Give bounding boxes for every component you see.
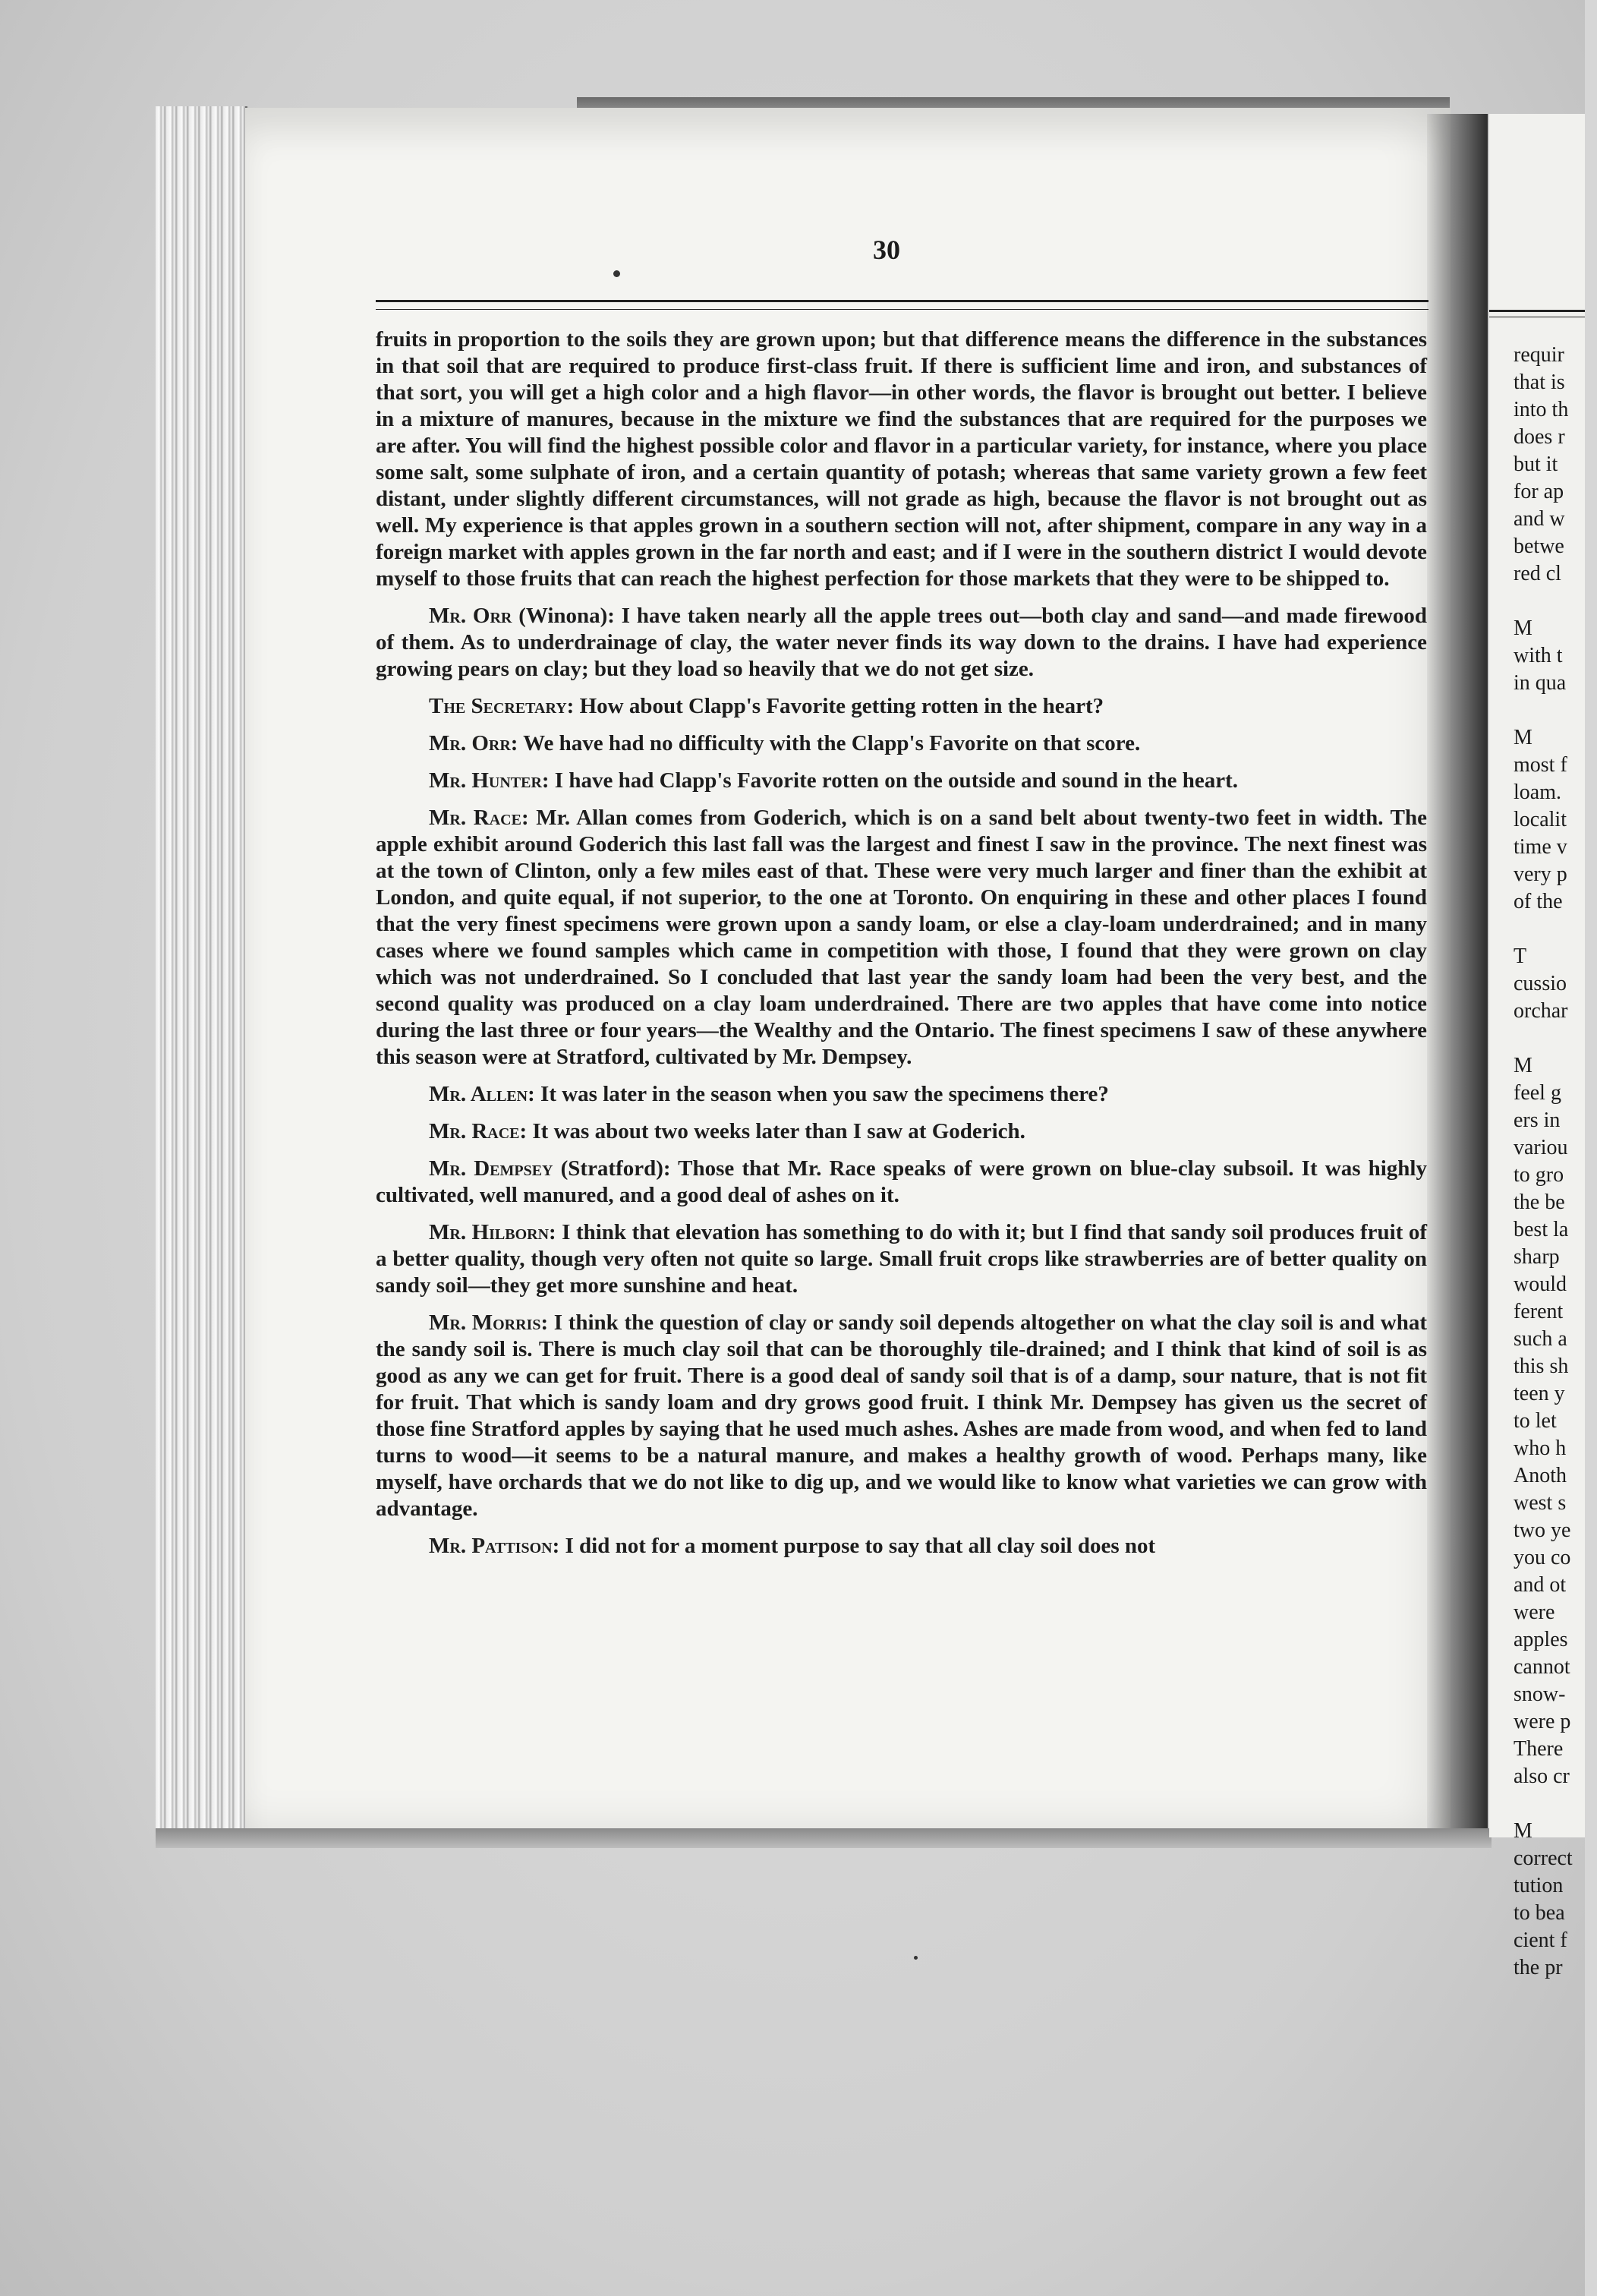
facing-page-line: snow- bbox=[1514, 1683, 1566, 1706]
facing-page-line: M bbox=[1514, 617, 1532, 640]
paragraph-text: (Winona): I have taken nearly all the apple trees out—both clay and sand—and made firewood of them. As to underdrainage of clay, the water never finds its way down to the drains. I have had experience growing pears on clay; but they load so heavily that we do not get size. bbox=[376, 604, 1427, 681]
paragraph-text: : I did not for a moment purpose to say that all clay soil does not bbox=[552, 1534, 1156, 1558]
page-edges bbox=[156, 106, 247, 1830]
facing-page-line: were p bbox=[1514, 1710, 1571, 1733]
facing-page-line: two ye bbox=[1514, 1519, 1571, 1542]
facing-page-line: does r bbox=[1514, 425, 1565, 449]
speaker-name: Mr. Allen bbox=[429, 1082, 528, 1106]
facing-page-line: the pr bbox=[1514, 1956, 1563, 1979]
facing-page-line: M bbox=[1514, 1054, 1532, 1077]
facing-page-line: cient f bbox=[1514, 1929, 1567, 1952]
paragraph-text: : I think the question of clay or sandy soil depends altogether on what the clay soil is and what the sandy soil is. There is much clay soil that can be thoroughly tile-drained; and I think that kind of soil is as good as any we can get for fruit. There is a good deal of sandy soil that is of a damp, sour nature, that is not fit for fruit. That which is sandy loam and dry grows good fruit. I think Mr. Dempsey has given us the secret of those fine Stratford apples by saying that he used much ashes. Ashes are made from wood, and when fed to land turns to wood—it seems to be a natural manure, and makes a healthy growth of wood. Perhaps many, like myself, have orchards that we do not like to dig up, and we would like to know what varieties we can grow with advantage. bbox=[376, 1310, 1427, 1521]
facing-page-rule bbox=[1489, 310, 1585, 317]
spine-shadow bbox=[1427, 114, 1488, 1830]
facing-page-line: There bbox=[1514, 1737, 1564, 1761]
facing-page-line: cussio bbox=[1514, 972, 1567, 995]
facing-page-line: also cr bbox=[1514, 1765, 1570, 1788]
paragraph bbox=[376, 1219, 1427, 1299]
speaker-name: Mr. Hilborn bbox=[429, 1220, 550, 1244]
facing-page-line: ferent bbox=[1514, 1300, 1564, 1323]
paragraph-text: : It was later in the season when you saw the specimens there? bbox=[528, 1082, 1109, 1106]
facing-page-line: orchar bbox=[1514, 999, 1568, 1023]
paragraph-text: : I think that elevation has something to do with it; but I find that sandy soil produces fruit of a better quality, though very often not quite so large. Small fruit crops like strawberries are of better quality on sandy soil—they get more sunshine and heat. bbox=[376, 1220, 1428, 1298]
facing-page-line: were bbox=[1514, 1601, 1555, 1624]
facing-page-line: that is bbox=[1514, 371, 1565, 394]
paragraph bbox=[376, 326, 1427, 592]
facing-page-text bbox=[1514, 342, 1597, 1982]
facing-page-line: teen y bbox=[1514, 1382, 1565, 1405]
speaker-name: Mr. Dempsey bbox=[429, 1156, 553, 1181]
facing-page-line: requir bbox=[1514, 343, 1564, 367]
facing-page-line: very p bbox=[1514, 863, 1567, 886]
facing-page-line: best la bbox=[1514, 1218, 1569, 1241]
print-speck bbox=[613, 270, 620, 277]
facing-page-line: T bbox=[1514, 945, 1527, 968]
facing-page-line: correct bbox=[1514, 1847, 1573, 1870]
facing-page-line: ers in bbox=[1514, 1109, 1561, 1132]
facing-page-line: to bea bbox=[1514, 1901, 1565, 1925]
paragraph-text: : Mr. Allan comes from Goderich, which is on a sand belt about twenty-two feet in width. The apple exhibit around Goderich this last fall was the largest and finest I saw in the province. The next finest was at the town of Clinton, only a few miles east of that. These were very much larger and finer than the exhibit at London, and quite equal, if not superior, to the one at Toronto. On enquiring in these and other places I found that the very finest specimens were grown upon a sandy loam, or else a clay-loam underdrained; and in many cases where we found samples which came in competition with those, I found that they were grown on clay which was not underdrained. So I concluded that last year the sandy loam had been the very best, and the second quality was produced on a clay loam underdrained. There are two apples that have come into notice during the last three or four years—the Wealthy and the Ontario. The finest specimens I saw of these anywhere this season were at Stratford, cultivated by Mr. Dempsey. bbox=[376, 806, 1428, 1069]
facing-page-line: M bbox=[1514, 1819, 1532, 1843]
facing-page-line: Anoth bbox=[1514, 1464, 1567, 1487]
facing-page-line: in qua bbox=[1514, 671, 1567, 695]
facing-page-line: of the bbox=[1514, 890, 1563, 913]
paragraph bbox=[376, 1156, 1427, 1209]
facing-page-line: sharp bbox=[1514, 1245, 1560, 1269]
facing-page-line: most f bbox=[1514, 753, 1567, 777]
paragraph bbox=[376, 693, 1427, 720]
paragraph bbox=[376, 805, 1427, 1071]
paragraph-text: : I have had Clapp's Favorite rotten on the outside and sound in the heart. bbox=[541, 768, 1238, 793]
facing-page bbox=[1489, 114, 1585, 1979]
speaker-name: Mr. Race bbox=[429, 806, 521, 830]
paragraph bbox=[376, 1118, 1427, 1145]
paragraph bbox=[376, 1310, 1427, 1522]
speaker-name: Mr. Hunter bbox=[429, 768, 542, 793]
paragraph-text: (Stratford): Those that Mr. Race speaks of were grown on blue-clay subsoil. It was highly cultivated, well manured, and a good deal of ashes on it. bbox=[376, 1156, 1427, 1207]
paragraph-text: : We have had no difficulty with the Clapp's Favorite on that score. bbox=[510, 731, 1141, 755]
print-speck bbox=[914, 1956, 918, 1960]
facing-page-line: and w bbox=[1514, 507, 1565, 531]
facing-page-line: cannot bbox=[1514, 1655, 1570, 1679]
facing-page-line: M bbox=[1514, 726, 1532, 749]
facing-page-line: who h bbox=[1514, 1437, 1567, 1460]
facing-page-line: but it bbox=[1514, 453, 1558, 476]
paragraph-text: : How about Clapp's Favorite getting rotten in the heart? bbox=[566, 694, 1104, 718]
facing-page-line bbox=[1514, 916, 1597, 943]
paragraph bbox=[376, 1533, 1427, 1560]
paragraph bbox=[376, 603, 1427, 683]
facing-page-line: tution bbox=[1514, 1874, 1564, 1897]
facing-page-line: localit bbox=[1514, 808, 1567, 831]
facing-page-line: time v bbox=[1514, 835, 1567, 859]
paragraph-text: : It was about two weeks later than I saw at Goderich. bbox=[519, 1119, 1025, 1143]
paragraph-text: fruits in proportion to the soils they are grown upon; but that difference means the difference in the substances in that soil that are required to produce first-class fruit. If there is sufficient lime and iron, and substances of that sort, you will get a high color and a high flavor—in other words, the flavor is brought out better. I believe in a mixture of manures, because in the mixture we find the substances that are required for the purposes we are after. You will find the highest possible color and flavor in a particular variety, for instance, where you place some salt, some sulphate of iron, and a certain quantity of potash; whereas that same variety grown a few feet distant, under slightly different circumstances, will not grade as high, because the flavor is not brought out as well. My experience is that apples grown in a southern section will not, after shipment, compare in any way in a foreign market with apples grown in the far north and east; and if I were in the southern district I would devote myself to those fruits that can reach the highest perfection for those markets that they were to be shipped to. bbox=[376, 327, 1427, 591]
speaker-name: Mr. Pattison bbox=[429, 1534, 553, 1558]
facing-page-line: loam. bbox=[1514, 781, 1561, 804]
facing-page-line: feel g bbox=[1514, 1081, 1561, 1105]
paragraph bbox=[376, 730, 1427, 757]
speaker-name: Mr. Morris bbox=[429, 1310, 541, 1335]
facing-page-line: the be bbox=[1514, 1191, 1565, 1214]
speaker-name: Mr. Orr bbox=[429, 731, 511, 755]
speaker-name: Mr. Orr bbox=[429, 604, 512, 628]
book-bottom-edge bbox=[156, 1828, 1491, 1848]
paragraph bbox=[376, 768, 1427, 794]
facing-page-line: such a bbox=[1514, 1327, 1567, 1351]
facing-page-line: to let bbox=[1514, 1409, 1557, 1433]
facing-page-line: into th bbox=[1514, 398, 1569, 421]
body-text bbox=[376, 326, 1427, 1570]
facing-page-line bbox=[1514, 697, 1597, 724]
speaker-name: The Secretary bbox=[429, 694, 567, 718]
facing-page-line: would bbox=[1514, 1273, 1567, 1296]
facing-page-line bbox=[1514, 588, 1597, 615]
facing-page-line: for ap bbox=[1514, 480, 1564, 503]
facing-page-line: with t bbox=[1514, 644, 1563, 667]
facing-page-line: and ot bbox=[1514, 1573, 1567, 1597]
paragraph bbox=[376, 1081, 1427, 1108]
facing-page-line: to gro bbox=[1514, 1163, 1564, 1187]
facing-page-line: this sh bbox=[1514, 1355, 1569, 1378]
facing-page-line: apples bbox=[1514, 1628, 1568, 1651]
facing-page-line: red cl bbox=[1514, 562, 1561, 585]
facing-page-line bbox=[1514, 1025, 1597, 1052]
facing-page-line: betwe bbox=[1514, 535, 1564, 558]
page-number: 30 bbox=[873, 235, 900, 265]
facing-page-line bbox=[1514, 1790, 1597, 1818]
facing-page-line: west s bbox=[1514, 1491, 1567, 1515]
speaker-name: Mr. Race bbox=[429, 1119, 520, 1143]
facing-page-line: you co bbox=[1514, 1546, 1571, 1569]
facing-page-line: variou bbox=[1514, 1136, 1568, 1159]
header-rule bbox=[376, 300, 1428, 310]
